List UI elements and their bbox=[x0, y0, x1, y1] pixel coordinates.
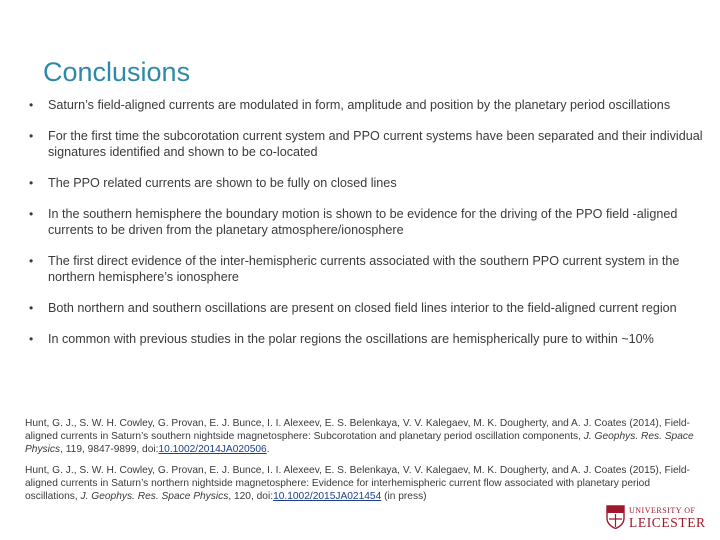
reference-doi-link[interactable]: 10.1002/2014JA020506 bbox=[158, 444, 267, 455]
bullet-icon: • bbox=[29, 176, 34, 190]
conclusions-list bbox=[26, 97, 706, 362]
logo-leicester: LEICESTER bbox=[629, 515, 706, 530]
bullet-icon: • bbox=[29, 332, 34, 346]
bullet-icon: • bbox=[29, 301, 34, 315]
reference-details: , 120, doi: bbox=[228, 491, 274, 502]
bullet-text: For the first time the subcorotation current system and PPO current systems have been separated and their individual signatures identified and shown to be co-located bbox=[48, 129, 703, 159]
bullet-text: Saturn’s field-aligned currents are modulated in form, amplitude and position by the planetary period oscillations bbox=[48, 98, 671, 112]
logo-university-of: UNIVERSITY OF bbox=[629, 506, 696, 515]
bullet-item bbox=[26, 97, 706, 113]
reference-item bbox=[25, 464, 695, 503]
reference-details: , 119, 9847-9899, doi: bbox=[60, 444, 159, 455]
bullet-item bbox=[26, 300, 706, 316]
bullet-item bbox=[26, 206, 706, 238]
bullet-text: The PPO related currents are shown to be fully on closed lines bbox=[48, 176, 397, 190]
bullet-item bbox=[26, 128, 706, 160]
bullet-icon: • bbox=[29, 207, 34, 221]
bullet-item bbox=[26, 175, 706, 191]
bullet-text: In common with previous studies in the polar regions the oscillations are hemispherically pure to within ~10% bbox=[48, 332, 654, 346]
bullet-item bbox=[26, 253, 706, 285]
reference-tail: (in press) bbox=[381, 491, 427, 502]
reference-item bbox=[25, 417, 695, 456]
bullet-icon: • bbox=[29, 254, 34, 268]
university-logo bbox=[606, 505, 710, 531]
reference-tail: . bbox=[266, 444, 270, 455]
bullet-icon: • bbox=[29, 129, 34, 143]
bullet-text: In the southern hemisphere the boundary motion is shown to be evidence for the driving of the PPO field -aligned currents to be driven from the planetary atmosphere/ionosphere bbox=[48, 207, 678, 237]
reference-authors-title: Hunt, G. J., S. W. H. Cowley, G. Provan, E. J. Bunce, I. I. Alexeev, E. S. Belenkaya, V. V. Kalegaev, M. K. Dougherty, and A. J. Coates (2015), Field-aligned currents in Saturn’s northern nightside magnetosphere: Evidence for interhemispheric current flow associated with planetary period oscillations, bbox=[25, 465, 690, 502]
references bbox=[25, 417, 695, 511]
bullet-icon: • bbox=[29, 98, 34, 112]
reference-journal: J. Geophys. Res. Space Physics bbox=[80, 491, 229, 502]
bullet-text: Both northern and southern oscillations are present on closed field lines interior to the field-aligned current region bbox=[48, 301, 677, 315]
reference-authors-title: Hunt, G. J., S. W. H. Cowley, G. Provan, E. J. Bunce, I. I. Alexeev, E. S. Belenkaya, V. V. Kalegaev, M. K. Dougherty, and A. J. Coates (2014), Field-aligned currents in Saturn’s southern nightside magnetosphere: Subcorotation and planetary period oscillation components, bbox=[25, 418, 690, 442]
reference-doi-link[interactable]: 10.1002/2015JA021454 bbox=[273, 491, 382, 502]
reference-journal: J. Geophys. Res. Space Physics bbox=[25, 431, 694, 455]
bullet-item bbox=[26, 331, 706, 347]
bullet-text: The first direct evidence of the inter-hemispheric currents associated with the southern PPO current system in the northern hemisphere’s ionosphere bbox=[48, 254, 680, 284]
slide-title: Conclusions bbox=[43, 57, 191, 87]
university-shield-icon bbox=[606, 505, 625, 529]
